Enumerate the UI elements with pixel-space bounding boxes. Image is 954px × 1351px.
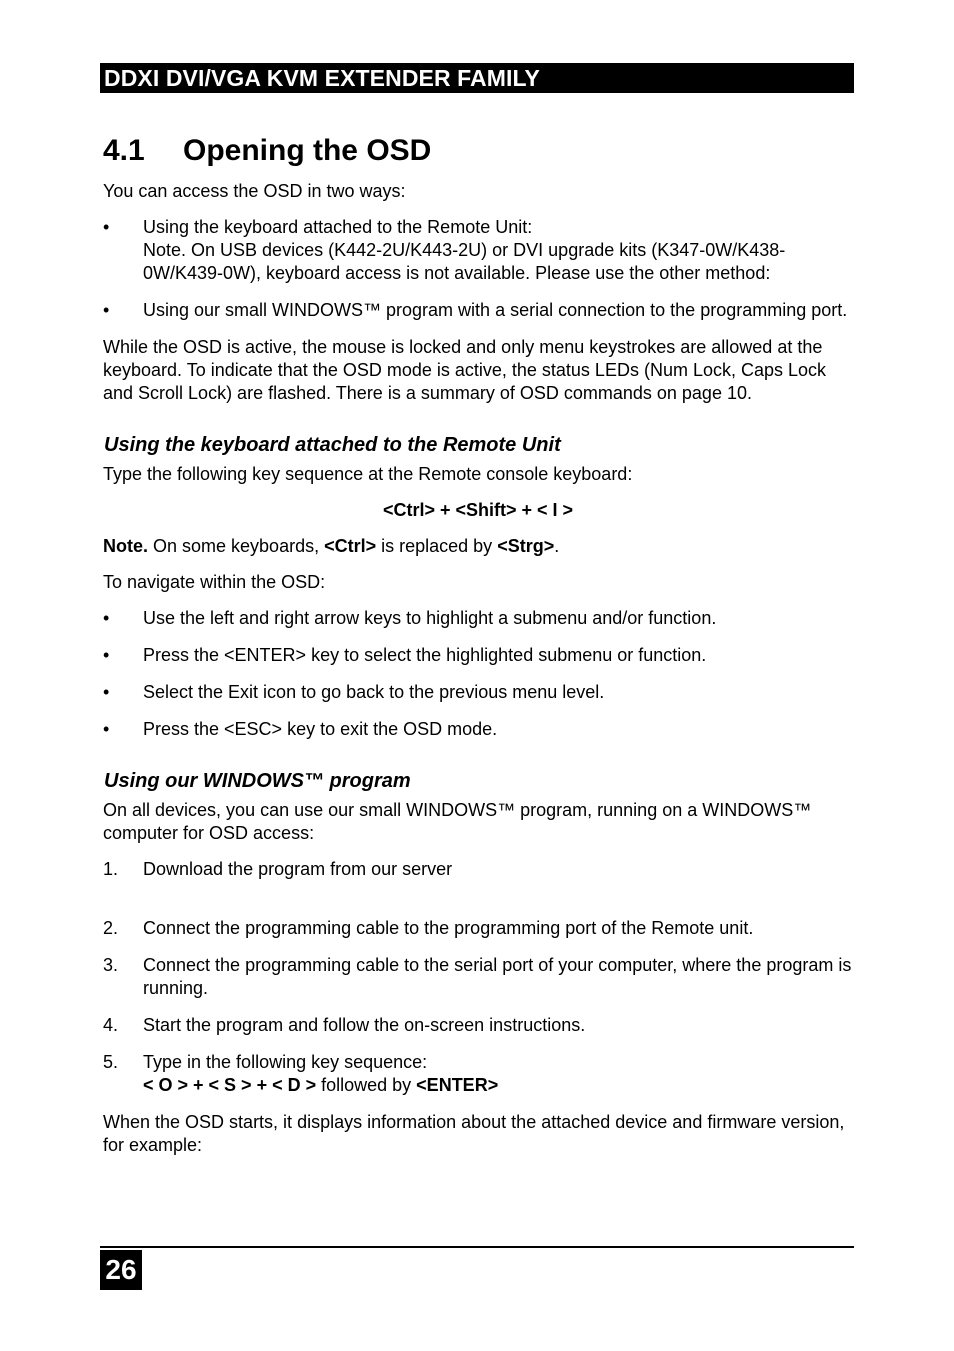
enter-key: <ENTER> — [416, 1075, 499, 1095]
list-item — [103, 216, 853, 285]
bullet: • — [103, 719, 110, 739]
list-item-text: Select the Exit icon to go back to the previous menu level. — [143, 682, 605, 702]
step-number: 2. — [103, 918, 119, 938]
step-number: 5. — [103, 1052, 119, 1072]
keyboard-instruction: Type the following key sequence at the Remote console keyboard: — [103, 464, 633, 484]
note-label: Note. — [103, 536, 148, 556]
note-text: is replaced by — [376, 536, 498, 556]
note-ctrl-key: <Ctrl> — [324, 536, 377, 556]
note-end: . — [554, 536, 560, 556]
list-item — [103, 681, 853, 704]
numbered-step — [103, 954, 853, 1000]
subheading-keyboard: Using the keyboard attached to the Remote Unit — [104, 434, 561, 456]
bullet: • — [103, 608, 110, 628]
bullet: • — [103, 217, 110, 237]
subheading-windows: Using our WINDOWS™ program — [104, 770, 411, 792]
osd-active-paragraph: While the OSD is active, the mouse is locked and only menu keystrokes are allowed at the keyboard. To indicate that the OSD mode is active, the status LEDs (Num Lock, Caps Lock and Scroll Lock) are flashed. There is a summary of OSD commands on page 10. — [103, 337, 827, 403]
step-text: Type in the following key sequence: — [143, 1052, 428, 1072]
numbered-step — [103, 1051, 853, 1097]
list-item-text: Use the left and right arrow keys to highlight a submenu and/or function. — [143, 608, 717, 628]
windows-intro: On all devices, you can use our small WINDOWS™ program, running on a WINDOWS™ computer for OSD access: — [103, 800, 812, 843]
list-item-text: Using our small WINDOWS™ program with a serial connection to the programming port. — [143, 300, 848, 320]
keyboard-note — [103, 535, 853, 558]
list-item — [103, 299, 853, 322]
bullet: • — [103, 300, 110, 320]
bullet: • — [103, 645, 110, 665]
os-d-keys: < O > + < S > + < D > — [143, 1075, 317, 1095]
list-item — [103, 607, 853, 630]
step-text: Connect the programming cable to the serial port of your computer, where the program is running. — [143, 955, 852, 998]
step-number: 1. — [103, 859, 119, 879]
bullet: • — [103, 682, 110, 702]
list-item-text: Using the keyboard attached to the Remote Unit: — [143, 217, 533, 237]
note-text: On some keyboards, — [148, 536, 325, 556]
step-number: 3. — [103, 955, 119, 975]
navigate-intro: To navigate within the OSD: — [103, 572, 326, 592]
step-number: 4. — [103, 1015, 119, 1035]
sequence-connector: followed by — [316, 1075, 417, 1095]
footer-rule — [100, 1246, 854, 1248]
section-title: Opening the OSD — [183, 134, 432, 167]
step-text: Download the program from our server — [143, 859, 453, 879]
section-heading — [103, 131, 853, 171]
numbered-step — [103, 917, 853, 940]
step-text: Start the program and follow the on-screen instructions. — [143, 1015, 586, 1035]
step-key-sequence — [143, 1074, 853, 1097]
list-item — [103, 644, 853, 667]
list-item-note: Note. On USB devices (K442-2U/K443-2U) or DVI upgrade kits (K347-0W/K438-0W/K439-0W), keyboard access is not available. Please use the other method: — [143, 240, 786, 283]
intro-paragraph: You can access the OSD in two ways: — [103, 181, 406, 201]
numbered-step — [103, 858, 853, 881]
list-item-text: Press the <ESC> key to exit the OSD mode. — [143, 719, 498, 739]
note-strg-key: <Strg> — [497, 536, 555, 556]
key-sequence: <Ctrl> + <Shift> + < I > — [382, 500, 574, 520]
numbered-step — [103, 1014, 853, 1037]
running-header: DDXI DVI/VGA KVM EXTENDER FAMILY — [100, 63, 854, 93]
page-number: 26 — [100, 1250, 142, 1290]
list-item-text: Press the <ENTER> key to select the highlighted submenu or function. — [143, 645, 707, 665]
section-number: 4.1 — [103, 134, 145, 167]
closing-paragraph: When the OSD starts, it displays information about the attached device and firmware version, for example: — [103, 1112, 845, 1155]
list-item — [103, 718, 853, 741]
step-text: Connect the programming cable to the programming port of the Remote unit. — [143, 918, 754, 938]
page-body — [103, 130, 853, 1170]
